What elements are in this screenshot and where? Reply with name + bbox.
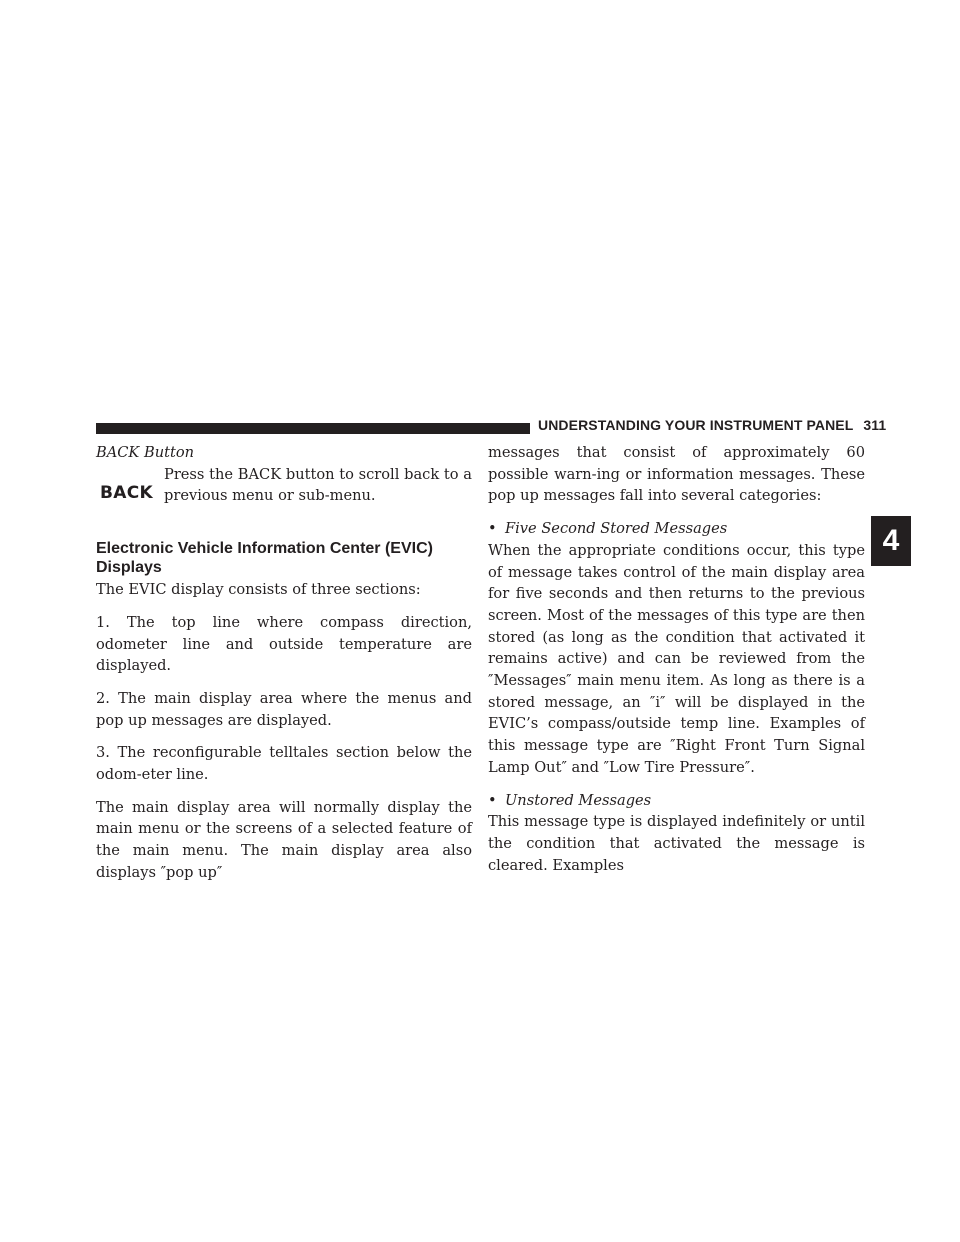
back-button-heading: BACK Button [96,444,195,461]
section-heading-line2: Displays [96,559,162,577]
list-item-2: 2. The main display area where the menus and pop up messages are displayed. [96,689,472,729]
bullet-five-second-messages: • Five Second Stored Messages [488,518,865,540]
main-display-paragraph: The main display area will normally display the main menu or the screens of a selected feature of the main menu. The main display area also displays ″pop up″ [96,798,472,881]
back-button-description: Press the BACK button to scroll back to a previous menu or sub-menu. [164,465,472,505]
running-header [538,417,886,433]
intro-paragraph: The EVIC display consists of three sections: [96,581,421,599]
list-item-1: 1. The top line where compass direction, odometer line and outside temperature are displayed. [96,613,472,675]
back-button-icon: BACK [100,482,153,503]
section-heading [96,539,472,577]
header-rule [96,423,530,434]
header-title: UNDERSTANDING YOUR INSTRUMENT PANEL [538,417,854,433]
list-item-3: 3. The reconfigurable telltales section below the odom-eter line. [96,744,472,784]
chapter-tab: 4 [871,516,911,566]
back-button-row [96,464,472,507]
five-second-paragraph: When the appropriate conditions occur, this type of message takes control of the main display area for five seconds and then returns to the previous screen. Most of the messages of this type are then stored (as long as the condition that activated it remains active) and can be reviewed from the ″Messages″ main menu item. As long as there is a stored message, an ″i″ will be displayed in the EVIC’s compass/outside temp line. Examples of this message type are ″Right Front Turn Signal Lamp Out″ and ″Low Tire Pressure″. [488,541,865,776]
bullet-unstored-messages: • Unstored Messages [488,790,865,812]
section-heading-line1: Electronic Vehicle Information Center (EVIC) [96,540,433,558]
right-column [488,442,865,876]
popup-messages-paragraph: messages that consist of approximately 60 possible warn-ing or information messages. These pop up messages fall into several categories: [488,444,865,505]
page-number: 311 [863,417,887,433]
left-column [96,442,472,884]
unstored-paragraph: This message type is displayed indefinitely or until the condition that activated the message is cleared. Examples [488,813,865,874]
